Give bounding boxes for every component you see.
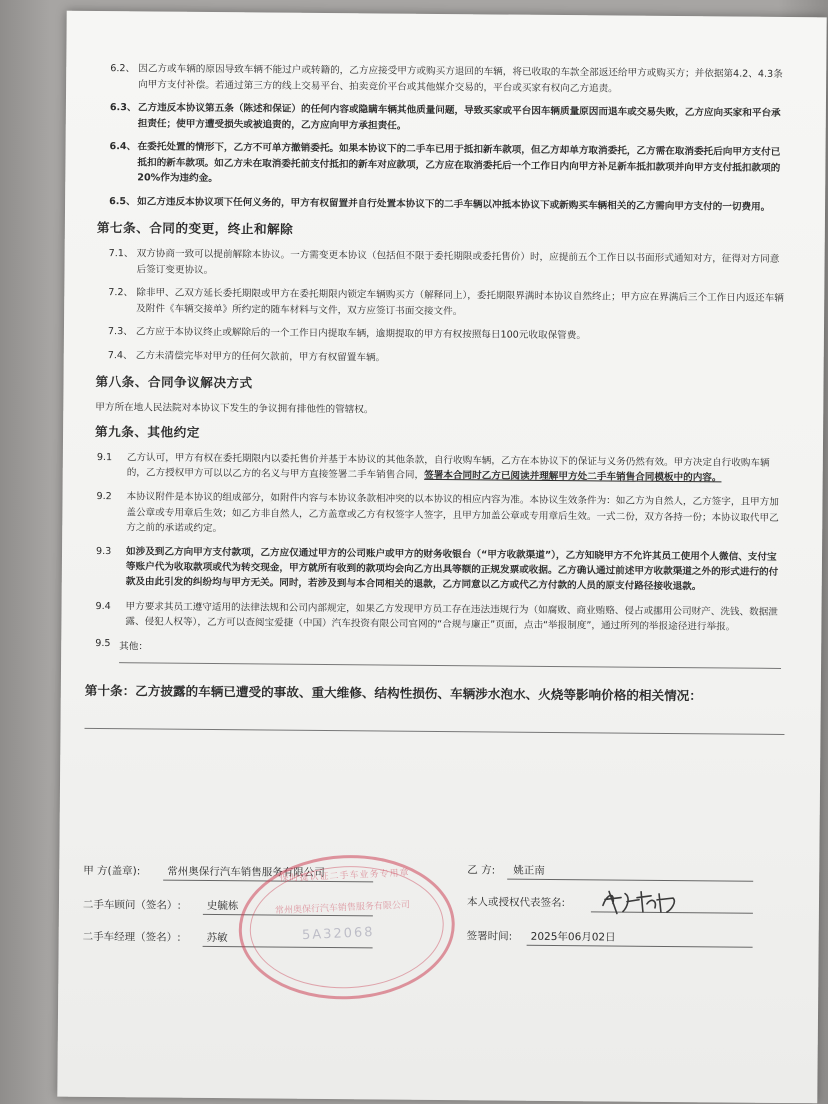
clause-text: 如涉及到乙方向甲方支付款项，乙方应仅通过甲方的公司账户或甲方的财务收银台（“甲方收款渠道”），乙方知晓甲方不允许其员工使用个人微信、支付宝等账户代为收取款项或代为转交现金，甲方就所有收到的款项均会向乙方出具等额的正规发票或收据。乙方确认通过前述甲方收款渠道之外的形式进行的付款及由此引发的纠纷均与甲方无关。同时，若涉及到与本合同相关的退款，乙方同意以乙方或代乙方付款的人员的原支付路径接收退款。 (125, 546, 779, 593)
clause-9-2 (86, 489, 786, 541)
clause-number: 7.1、 (108, 248, 134, 260)
party-b-label: 乙 方: (467, 864, 496, 877)
clause-number: 7.2、 (108, 287, 134, 299)
clause-8-text: 甲方所在地人民法院对本协议下发生的争议拥有排他性的管辖权。 (95, 401, 374, 416)
clause-9-1 (87, 450, 787, 487)
clause-number: 9.2 (96, 491, 112, 503)
clause-6-5 (89, 193, 789, 215)
underline (527, 945, 753, 948)
contract-body (84, 61, 790, 735)
clause-7-1 (88, 246, 788, 283)
clause-text: 本协议附件是本协议的组成部分，如附件内容与本协议条款相冲突的以本协议的相应内容为准。本协议生效条件为：如乙方为自然人，乙方签字，且甲方加盖公章或专用章后生效；如乙方非自然人，乙方盖章或乙方有权签字人签字，且甲方加盖公章或专用章后生效。一式二份，双方各持一份；本协议取代甲乙方之前的承诺或约定。 (126, 491, 779, 534)
clause-text: 双方协商一致可以提前解除本协议。一方需变更本协议（包括但不限于委托期限或委托售价）时，应提前五个工作日以书面形式通知对方，征得对方同意后签订变更协议。 (136, 248, 780, 276)
clause-text (127, 450, 787, 486)
advisor-label: 二手车顾问（签名）: (82, 898, 182, 912)
clause-number: 7.3、 (107, 326, 133, 338)
blank-line (119, 662, 781, 669)
clause-text-plain: 乙方认可，甲方有权在委托期限内以委托售价并基于本协议的其他条款，自行收购车辆，乙方在本协议下的保证与义务仍然有效。甲方决定自行收购车辆的，乙方授权甲方可以以乙方的名义与甲方直接签署二手车销售合同， (126, 452, 770, 482)
clause-number: 9.1 (96, 451, 113, 464)
clause-number: 9.5 (95, 638, 111, 650)
clause-9-4 (85, 599, 785, 636)
date-label: 签署时间: (466, 930, 513, 943)
blank-line (84, 728, 784, 735)
other-label: 其他： (119, 641, 149, 653)
clause-9-3 (86, 544, 786, 596)
manager-value: 苏敏 (206, 931, 228, 945)
clause-7-2 (88, 285, 788, 322)
clause-number: 6.4、 (109, 141, 137, 153)
clause-7-3 (88, 324, 788, 346)
clause-text: 如乙方违反本协议项下任何义务的，甲方有权留置并自行处置本协议下的二手车辆以冲抵本协议下或新购买车辆相关的乙方需向甲方支付的一切费用。 (137, 195, 771, 213)
clause-text: 在委托处置的情形下，乙方不可单方撤销委托。如果本协议下的二手车已用于抵扣新车款项，但乙方却单方取消委托，乙方需在取消委托后向甲方支付已抵扣的新车款项。如乙方未在取消委托前支付抵扣的新车对应款项，乙方应在取消委托后一个工作日内向甲方补足新车抵扣款项并向甲方支付抵扣款项的20%作为违约金。 (137, 141, 781, 185)
party-a-value: 常州奥保行汽车销售服务有限公司 (167, 865, 325, 879)
section-heading-7: 第七条、合同的变更，终止和解除 (96, 219, 294, 237)
clause-text: 甲方要求其员工遵守适用的法律法规和公司内部规定，如果乙方发现甲方员工存在违法违规行为（如腐败、商业贿赂、侵占或挪用公司财产、洗钱、数据泄露、侵犯人权等），乙方可以查阅宝爱捷（中国）汽车投资有限公司官网的“合规与廉正”页面，点击“举报制度”，通过所列的举报途径进行举报。 (125, 600, 778, 633)
seal-code: 5A32068 (301, 924, 375, 944)
manager-label: 二手车经理（签名）: (82, 930, 181, 944)
section-heading-9: 第九条、其他约定 (95, 423, 200, 440)
clause-6-2 (90, 61, 790, 98)
contract-page (57, 11, 826, 1104)
clause-text: 乙方违反本协议第五条（陈述和保证）的任何内容或隐瞒车辆其他质量问题，导致买家或平台因车辆质量原因而退车或交易失败，乙方应向买家和平台承担责任；使甲方遭受损失或被追责的，乙方应向甲方承担责任。 (137, 102, 781, 132)
clause-number: 6.2、 (110, 63, 136, 75)
party-b-value: 姚正南 (513, 864, 545, 877)
clause-number: 9.4 (95, 600, 111, 612)
underline (507, 879, 753, 882)
seal-inner-text: 常州奥保行汽车销售服务有限公司 (274, 900, 411, 917)
clause-6-4 (89, 139, 789, 192)
clause-number: 9.3 (95, 545, 112, 558)
clause-text: 乙方未清偿完毕对甲方的任何欠款前，甲方有权留置车辆。 (135, 349, 386, 363)
clause-text-underlined: 签署本合同时乙方已阅读并理解甲方处二手车销售合同模板中的内容。 (424, 470, 722, 484)
clause-6-3 (90, 100, 790, 137)
party-a-label: 甲 方(盖章): (83, 864, 141, 878)
advisor-value: 史毓栋 (206, 899, 239, 913)
section-heading-8: 第八条、合同争议解决方式 (95, 373, 253, 391)
section-heading-10: 第十条：乙方披露的车辆已遭受的事故、重大维修、结构性损伤、车辆涉水泡水、火烧等影响价格的相关情况： (84, 682, 702, 704)
clause-text: 除非甲、乙双方延长委托期限或甲方在委托期限内锁定车辆购买方（解释同上），委托期限界满时本协议自然终止；甲方应在界满后三个工作日内返还车辆及附件《车辆交接单》所约定的随车材料与文件，双方应签订书面交接文件。 (136, 287, 784, 317)
clause-number: 7.4、 (107, 349, 133, 361)
clause-text: 因乙方或车辆的原因导致车辆不能过户或转籍的，乙方应接受甲方或购买方退回的车辆，将已收取的车款全部返还给甲方或购买方；并依据第4.2、4.3条向甲方支付补偿。若通过第三方的线上交易平台、拍卖竞价平台或其他媒介交易的，平台或买家有权向乙方追责。 (138, 63, 783, 95)
representative-label: 本人或授权代表签名: (466, 896, 566, 910)
clause-7-4 (88, 347, 788, 369)
date-value: 2025年06月02日 (530, 930, 616, 944)
handwritten-signature-icon (597, 883, 687, 918)
clause-number: 6.3、 (109, 102, 137, 114)
seal-ring-text: 保时捷认证二手车业务专用章 (279, 868, 410, 885)
clause-number: 6.5、 (109, 195, 136, 207)
clause-9-5 (85, 638, 785, 670)
clause-text: 乙方应于本协议终止或解除后的一个工作日内提取车辆，逾期提取的甲方有权按照每日100元收取保管费。 (135, 326, 587, 342)
